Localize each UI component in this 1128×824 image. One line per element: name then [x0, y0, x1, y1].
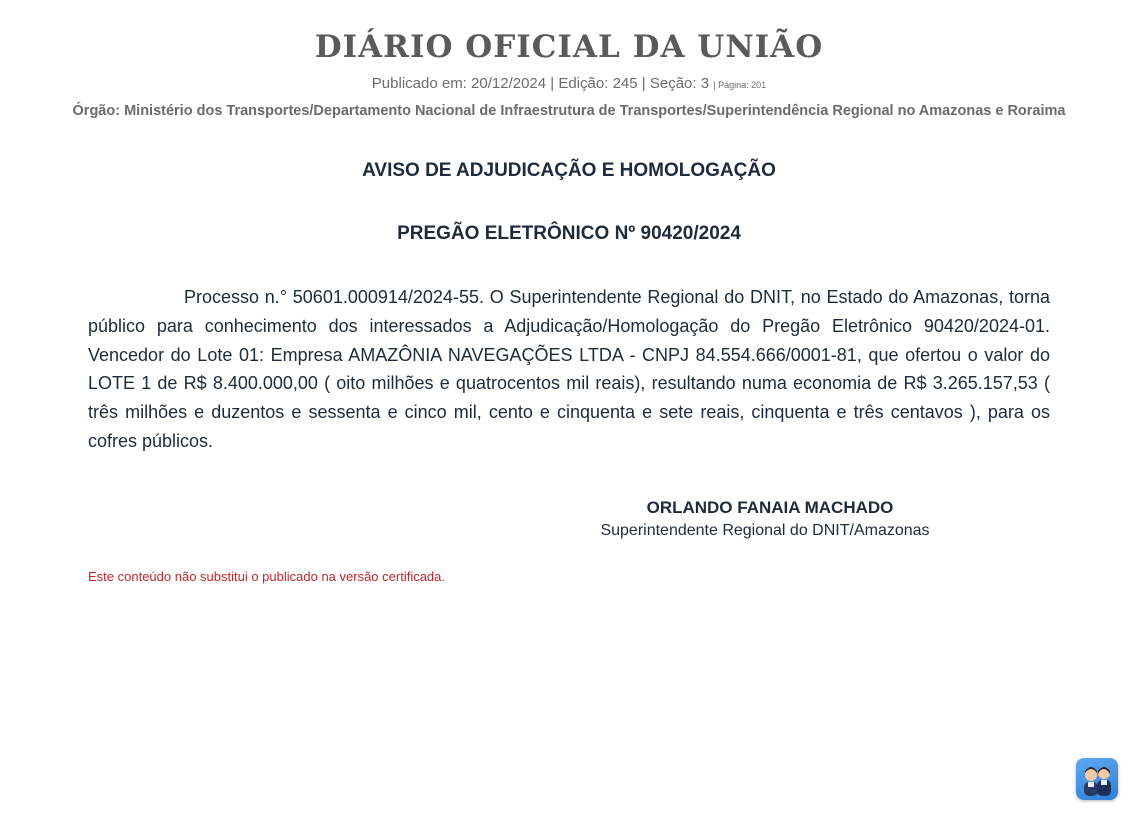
published-label: Publicado em: [371, 75, 467, 92]
document-subtitle: PREGÃO ELETRÔNICO Nº 90420/2024 [397, 223, 741, 244]
separator: | [713, 80, 716, 90]
disclaimer-note: Este conteúdo não substitui o publicado na versão certificada. [88, 568, 446, 584]
publication-info [88, 74, 1050, 95]
page-number: 201 [751, 80, 767, 90]
section-number: 3 [700, 75, 710, 92]
document-page [72, 0, 1066, 586]
document-body: Processo n.° 50601.000914/2024-55. O Superintendente Regional do DNIT, no Estado do Amazonas, torna público para conhecimento dos interessados a Adjudicação/Homologação do Pregão Eletrônico 90420/2024-01. Vencedor do Lote 01: Empresa AMAZÔNIA NAVEGAÇÕES LTDA - CNPJ 84.554.666/0001-81, que ofertou o valor do LOTE 1 de R$ 8.400.000,00 ( oito milhões e quatrocentos mil reais), resultando numa economia de R$ 3.265.157,53 ( três milhões e duzentos e sessenta e cinco mil, cento e cinquenta e sete reais, cinquenta e três centavos ), para os cofres públicos. [88, 287, 1050, 451]
orgao-label: Órgão: [72, 103, 121, 119]
published-date: 20/12/2024 [471, 75, 547, 92]
signer-name: ORLANDO FANAIA MACHADO [646, 497, 894, 517]
edition-label: Edição: [558, 75, 609, 92]
accessibility-assistant-button[interactable] [1076, 758, 1118, 800]
masthead [72, 0, 1066, 123]
separator: | [641, 75, 646, 92]
page-label: Página: [718, 80, 749, 90]
issuing-body [68, 99, 1070, 123]
orgao-name: Ministério dos Transportes/Departamento Nacional de Infraestrutura de Transportes/Superintendência Regional no Amazonas e Roraima [124, 103, 1066, 119]
signer-role: Superintendente Regional do DNIT/Amazonas [600, 521, 930, 539]
edition-number: 245 [612, 75, 638, 92]
separator: | [550, 75, 555, 92]
signature-block [528, 496, 1002, 542]
document-title: AVISO DE ADJUDICAÇÃO E HOMOLOGAÇÃO [362, 160, 776, 181]
accessibility-avatar-icon [1076, 758, 1118, 800]
section-label: Seção: [649, 75, 697, 92]
publication-title: DIÁRIO OFICIAL DA UNIÃO [314, 29, 824, 65]
page-info [713, 80, 766, 90]
